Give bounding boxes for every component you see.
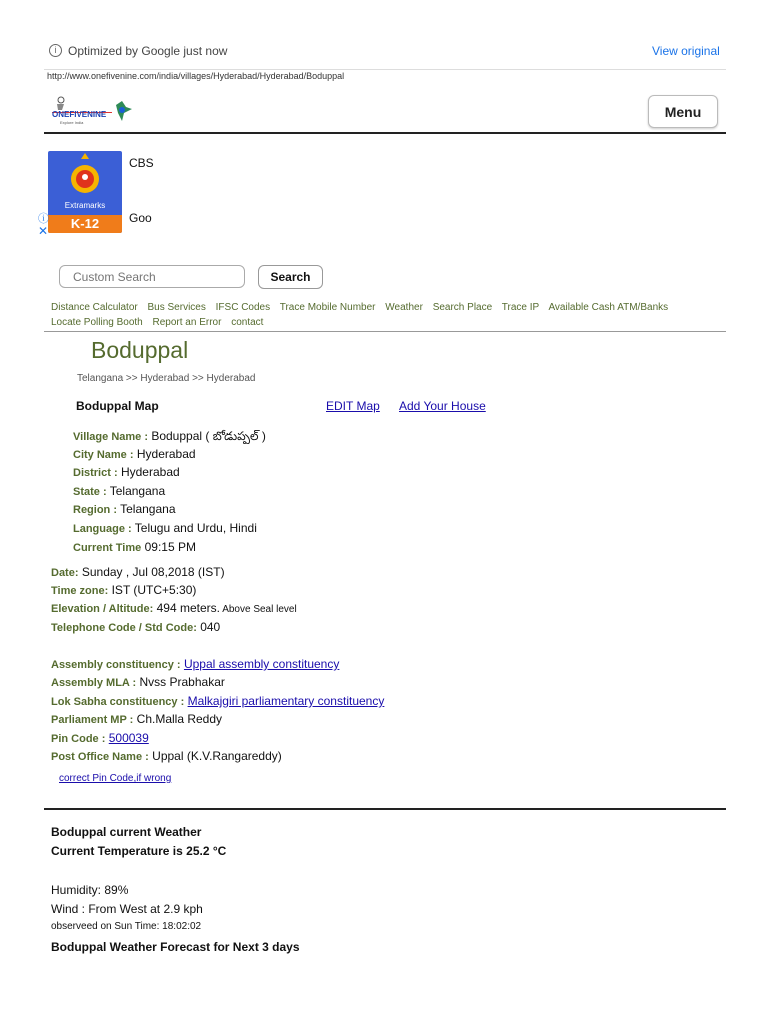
date-row: [51, 565, 225, 579]
nav-link-contact[interactable]: contact: [231, 317, 264, 328]
weather-humidity: Humidity: 89%: [51, 883, 129, 897]
nav-link-weather[interactable]: Weather: [385, 302, 423, 313]
ad-image[interactable]: [48, 151, 122, 233]
optimized-notice: Optimized by Google just now: [68, 44, 228, 58]
ad-close-icon[interactable]: ✕: [38, 224, 49, 238]
telephone-label: Telephone Code / Std Code:: [51, 622, 197, 634]
search-button[interactable]: Search: [258, 265, 323, 289]
elevation-row: [51, 601, 297, 615]
nav-link-report-error[interactable]: Report an Error: [152, 317, 222, 328]
ad-brand: Extramarks: [64, 201, 106, 210]
nav-links: [51, 300, 731, 330]
logo-text: ONEFIVENINE: [52, 110, 107, 119]
assembly-link[interactable]: Uppal assembly constituency: [183, 657, 340, 671]
detail-label: Current Time: [73, 542, 142, 554]
nav-link-trace-mobile[interactable]: Trace Mobile Number: [279, 302, 376, 313]
view-original-link[interactable]: View original: [652, 44, 720, 58]
postoffice-row: [51, 749, 282, 763]
detail-value: Telangana: [117, 502, 176, 516]
detail-label: District :: [73, 467, 118, 479]
timezone-row: [51, 583, 196, 597]
loksabha-label: Lok Sabha constituency :: [51, 696, 185, 708]
divider: [44, 69, 726, 70]
section-divider: [44, 808, 726, 810]
detail-row: [73, 521, 257, 535]
nav-link-ifsc-codes[interactable]: IFSC Codes: [215, 302, 271, 313]
breadcrumb: Telangana >> Hyderabad >> Hyderabad: [77, 373, 256, 384]
detail-value: Telugu and Urdu, Hindi: [131, 521, 257, 535]
weather-temperature: Current Temperature is 25.2 °C: [51, 844, 227, 858]
detail-value: 09:15 PM: [141, 540, 196, 554]
logo-tagline: Explore India: [60, 120, 84, 125]
nav-link-trace-ip[interactable]: Trace IP: [501, 302, 540, 313]
loksabha-link[interactable]: Malkajgiri parliamentary constituency: [187, 694, 385, 708]
page-title: Boduppal: [91, 337, 189, 363]
detail-value: Hyderabad: [117, 465, 180, 479]
detail-row: [73, 484, 165, 498]
telephone-row: [51, 620, 220, 634]
mla-value: Nvss Prabhakar: [136, 675, 225, 689]
detail-row: [73, 447, 196, 461]
detail-label: State :: [73, 486, 107, 498]
detail-label: City Name :: [73, 449, 134, 461]
timezone-label: Time zone:: [51, 585, 109, 597]
detail-row: [73, 465, 180, 479]
mp-label: Parliament MP :: [51, 714, 134, 726]
pincode-row: [51, 731, 149, 745]
pincode-label: Pin Code :: [51, 733, 106, 745]
postoffice-value: Uppal (K.V.Rangareddy): [148, 749, 282, 763]
page-url: http://www.onefivenine.com/india/villages/Hyderabad/Hyderabad/Boduppal: [47, 71, 345, 81]
detail-label: Region :: [73, 504, 117, 516]
ad-text[interactable]: Goo: [129, 211, 152, 225]
detail-value: Boduppal ( బోడుప్పల్ ): [148, 429, 266, 443]
search-input[interactable]: [59, 265, 245, 288]
info-icon: i: [49, 44, 62, 57]
detail-row: [73, 429, 266, 446]
ad-info-icon[interactable]: ⓘ: [38, 213, 49, 225]
postoffice-label: Post Office Name :: [51, 751, 149, 763]
site-logo[interactable]: [52, 95, 134, 129]
weather-forecast-title: Boduppal Weather Forecast for Next 3 days: [51, 940, 300, 954]
nav-link-search-place[interactable]: Search Place: [432, 302, 493, 313]
date-label: Date:: [51, 567, 79, 579]
nav-link-polling-booth[interactable]: Locate Polling Booth: [51, 317, 143, 328]
detail-label: Village Name :: [73, 431, 148, 443]
header-divider: [44, 132, 726, 134]
date-value: Sunday , Jul 08,2018 (IST): [78, 565, 225, 579]
detail-value: Hyderabad: [133, 447, 196, 461]
detail-value: Telangana: [106, 484, 166, 498]
assembly-label: Assembly constituency :: [51, 659, 181, 671]
menu-button[interactable]: Menu: [648, 95, 718, 128]
ad-badge: K-12: [48, 215, 122, 233]
correct-pin-link[interactable]: correct Pin Code,if wrong: [59, 773, 172, 784]
weather-title: Boduppal current Weather: [51, 825, 202, 839]
add-house-link[interactable]: Add Your House: [399, 399, 486, 413]
detail-row: [73, 540, 196, 554]
nav-link-cash-atm[interactable]: Available Cash ATM/Banks: [548, 302, 669, 313]
mp-row: [51, 712, 222, 726]
nav-link-distance-calculator[interactable]: Distance Calculator: [51, 302, 138, 313]
detail-label: Language :: [73, 523, 132, 535]
edit-map-link[interactable]: EDIT Map: [326, 399, 380, 413]
map-title: Boduppal Map: [76, 399, 159, 413]
elevation-note: Above Seal level: [219, 604, 297, 615]
mla-label: Assembly MLA :: [51, 677, 137, 689]
detail-row: [73, 502, 176, 516]
nav-divider: [44, 331, 726, 332]
timezone-value: IST (UTC+5:30): [108, 583, 197, 597]
mla-row: [51, 675, 225, 689]
elevation-label: Elevation / Altitude:: [51, 603, 154, 615]
nav-link-bus-services[interactable]: Bus Services: [147, 302, 206, 313]
weather-observed: observeed on Sun Time: 18:02:02: [51, 921, 202, 932]
loksabha-row: [51, 694, 384, 708]
telephone-value: 040: [196, 620, 221, 634]
assembly-row: [51, 657, 339, 671]
pincode-link[interactable]: 500039: [108, 731, 149, 745]
elevation-value: 494 meters.: [153, 601, 220, 615]
mp-value: Ch.Malla Reddy: [133, 712, 223, 726]
ad-text[interactable]: CBS: [129, 156, 154, 170]
weather-wind: Wind : From West at 2.9 kph: [51, 902, 203, 916]
